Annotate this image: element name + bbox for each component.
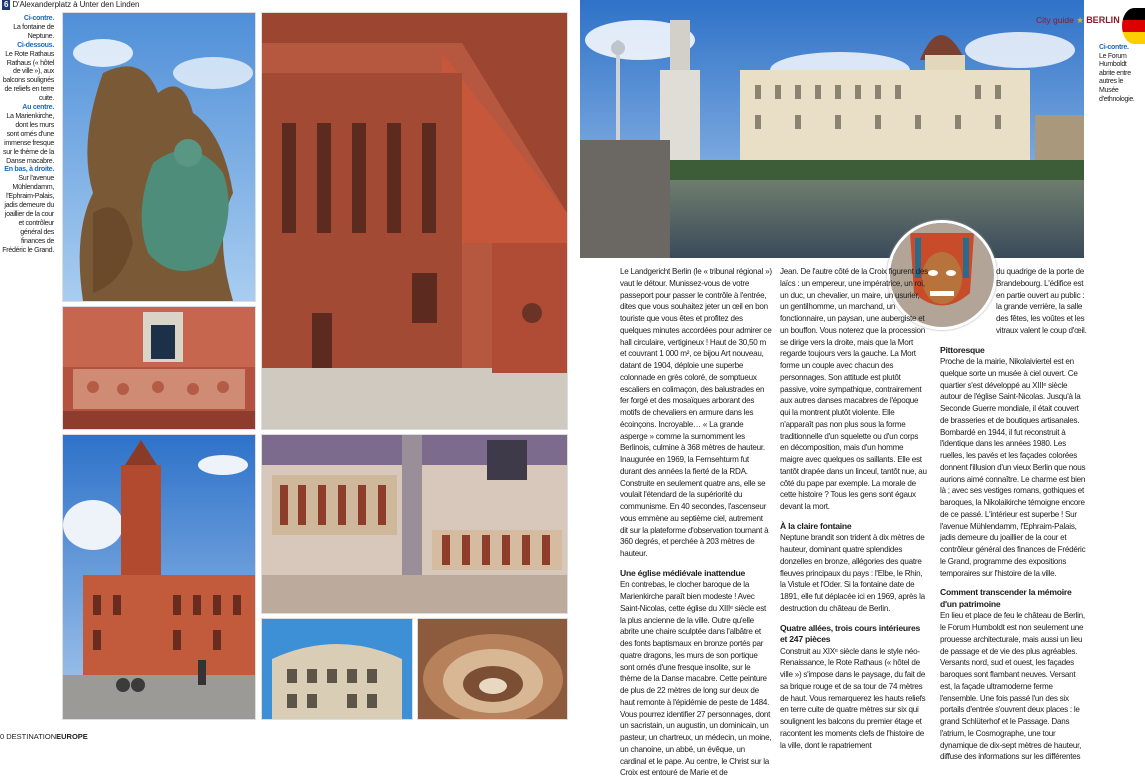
paragraph: Jean. De l'autre côté de la Croix figurent des laïcs : un empereur, une impératrice, un roi, un duc, un chevalier, un maire, un usurier, un gentilhomme, un marchand, un fonctionnaire, un paysan, une aubergiste et un bouffon. Vous noterez que la procession se dirige vers la droite, mais que la Mort regarde toujours vers la gauche. La Mort forme un couple avec chacun des personnages. Son attitude est plutôt passive, voire sympathique, contrairement aux autres danses macabres de l'époque qui la montrent plutôt violente. Elle n'apparaît pas non plus sous la forme traditionnelle d'un squelette ou d'un corps en décomposition, mais d'un homme maigre avec quelques os saillants. Elle est tantôt drapée dans un linceul, tantôt nue, au côté du pape par exemple. La morale de cette histoire ? Tous les gens sont égaux devant la mort. [780,267,928,511]
brand-name-a: DESTINATION [6,732,57,741]
marienkirche-photo [261,12,568,430]
star-icon: ★ [1076,15,1084,25]
section-number: 6 [4,0,9,9]
humboldt-forum-photo [580,0,1084,258]
page-number: 0 [0,732,5,741]
brand-name-b: EUROPE [56,732,88,741]
caption-text: La fontaine de Neptune. [13,22,54,40]
paragraph: Construit au XIXᵉ siècle dans le style néo-Renaissance, le Rote Rathaus (« hôtel de ville ») s'impose dans le paysage, du fait de sa brique rouge et de sa tour de 74 mètres de haut. Vous remarquerez les hauts reliefs en terre cuite de quatre mètres sur six qui soulignent les balcons du premier étage et racontent les moments clefs de l'histoire de la ville, dont le rapatriement [780,646,926,750]
subheading: Pittoresque [940,344,985,355]
text-column-2 [780,266,928,751]
subheading: Une église médiévale inattendue [620,567,746,578]
city-guide-label [1036,15,1120,26]
text-column-1 [620,266,772,779]
flag-stripe [1122,8,1145,20]
caption-head: Ci-dessous. [17,40,54,49]
caption-item [2,41,54,103]
caption-right [1099,44,1143,104]
flag-stripe [1122,20,1145,32]
flag-stripe [1122,32,1145,44]
spiral-staircase-photo [417,618,568,720]
subheading: Quatre allées, trois cours intérieures et 247 pièces [780,622,920,644]
caption-item [2,14,54,41]
text-column-3 [940,266,1088,763]
paragraph: En contrebas, le clocher baroque de la Marienkirche paraît bien modeste ! Avec Saint-Nicolas, cette église du XIIIᵉ siècle est la plus ancienne de la ville. Outre qu'elle abrite une chaire sculptée dans l'albâtre et des fonts baptismaux en bronze portés par quatre dragons, les murs de son portique sont ornés d'une fresque insolite, sur le thème de la Danse macabre. Cette peinture de plus de 22 mètres de long sur deux de haut remonte à l'épidémie de peste de 1484. Vous pourrez identifier 27 personnages, dont un sacristain, un augustin, un dominicain, un pasteur, un chartreux, un médecin, un moine, un chanoine, un abbé, un évêque, un cardinal et le pape. Au centre, le Christ sur la Croix est entouré de Marie et de [620,580,772,778]
ephraim-palais-photo [261,618,413,720]
caption-head: Ci-contre. [1099,44,1129,51]
paragraph: Proche de la mairie, Nikolaiviertel est en quelque sorte un musée à ciel ouvert. Ce quartier s'est développé au XIIIᵉ siècle autour de l'église Saint-Nicolas. Jusqu'à la Seconde Guerre mondiale, il était couvert de brasseries et de boutiques artisanales. Bombardé en 1944, il fut reconstruit à l'identique dans les années 1980. Les ruelles, les pavés et les façades colorées donnent l'illusion d'un vieux Berlin que nous aurions aimé connaître. Le charme est bien là ; avec ses vestiges romans, gothiques et baroques, la Nikolaikirche témoigne encore de ce passé. L'intérieur est superbe ! Sur l'avenue Mühlendamm, l'Ephraim-Palais, jadis demeure du joaillier de la cour et contrôleur général des finances de Frédéric le Grand, programme des expositions temporaires sur l'histoire de la ville. [940,357,1086,578]
subheading: À la claire fontaine [780,520,852,531]
caption-head: Ci-contre. [23,14,54,22]
terracotta-relief-photo [62,306,256,430]
caption-text: Sur l'avenue Mühlendamm, l'Ephraim-Palais, jadis demeure du joaillier de la cour et contrôleur général des finances de Frédéric le Grand. [2,174,54,254]
danse-macabre-fresco-photo [261,434,568,614]
caption-head: En bas, à droite. [4,165,54,174]
city-guide-text: City guide [1036,15,1074,25]
neptune-fountain-photo [62,12,256,302]
caption-text: Le Forum Humboldt abrite entre autres le Musée d'ethnologie. [1099,52,1135,103]
paragraph: Le Landgericht Berlin (le « tribunal régional ») vaut le détour. Munissez-vous de votre passeport pour passer le contrôle à l'entrée, dites que vous souhaitez jeter un œil en bon touriste que vous êtes et profitez des quelques minutes accordées pour admirer ce hall circulaire, vertigineux ! Haut de 30,50 m et couvrant 1 000 m², ce bijou Art nouveau, datant de 1904, déploie une superbe colonnade en grès coloré, de somptueux escaliers en colimaçon, des balustrades en fer forgé et des mosaïques arborant des motifs de chevaliers en armure dans les écoinçons. Incroyable… « La grande asperge » comme la surnomment les Berlinois, culmine à 368 mètres de hauteur. Inaugurée en 1969, la Fernsehturm fut durant des années la fierté de la RDA. Construite en seulement quatre ans, elle se voulait l'étendard de la supériorité du communisme. En 40 secondes, l'ascenseur vous emmène au septième ciel, autrement dit sur la plateforme d'observation tournant à 360 degrés, et perchée à 203 mètres de hauteur. [620,267,772,558]
subheading: Comment transcender la mémoire d'un patrimoine [940,587,1072,609]
caption-left [2,14,54,254]
caption-item [2,103,54,165]
paragraph: Neptune brandit son trident à dix mètres de hauteur, dominant quatre splendides donzelles en bronze, allégories des quatre fleuves principaux du pays : l'Elbe, le Rhin, la Vistule et l'Oder. Si la fontaine date de 1891, elle fut déplacée ici en 1969, après la destruction du château de Berlin. [780,533,925,613]
breadcrumb [2,0,302,10]
paragraph: du quadrige de la porte de Brandebourg. L'édifice est en partie ouvert au public : la grande verrière, la salle des fêtes, les voûtes et les vitraux valent le coup d'œil. [996,267,1087,335]
caption-item [2,165,54,254]
page-footer [0,732,88,741]
caption-head: Au centre. [22,103,54,112]
paragraph: En lieu et place de feu le château de Berlin, le Forum Humboldt est non seulement une prouesse architecturale, mais aussi un lieu de passage et de vie des plus agréables. Versants nord, sud et ouest, les façades baroques sont flambant neuves. Versant est, la façade ultramoderne ferme l'ensemble. Une fois passé l'un des six portails d'entrée s'ouvrent deux places : le grand Schlüterhof et le Passage. Dans l'atrium, le Cosmographe, une tour dynamique de dix-sept mètres de hauteur, diffuse des informations sur les différentes [940,611,1085,762]
caption-text: Le Rote Rathaus Rathaus (« hôtel de ville »), aux balcons soulignés de reliefs en terre cuite. [2,49,54,103]
rote-rathaus-photo [62,434,256,720]
german-flag-icon [1122,8,1145,44]
caption-text: La Marienkirche, dont les murs sont ornés d'une immense fresque sur le thème de la Danse macabre. [3,111,54,165]
breadcrumb-text: D'Alexanderplatz à Unter den Linden [12,0,140,9]
city-name: BERLIN [1086,15,1120,25]
